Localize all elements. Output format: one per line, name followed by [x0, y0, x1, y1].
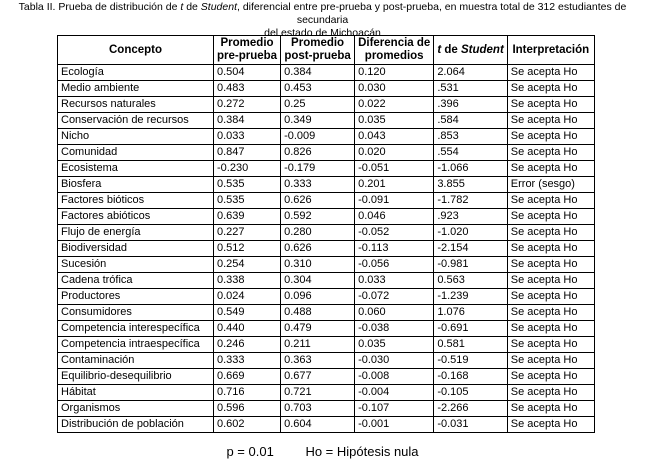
cell-concepto: Factores bióticos [58, 193, 214, 209]
cell-pre: 0.338 [214, 273, 281, 289]
cell-t: -1.782 [434, 193, 507, 209]
cell-diff: 0.043 [355, 129, 434, 145]
cell-t: -0.519 [434, 353, 507, 369]
significance-note: p = 0.01 [226, 444, 274, 459]
header-pre [214, 36, 281, 65]
cell-t: -1.020 [434, 225, 507, 241]
cell-concepto: Biosfera [58, 177, 214, 193]
cell-t: -2.154 [434, 241, 507, 257]
cell-diff: -0.030 [355, 353, 434, 369]
caption-text: Tabla II. Prueba de distribución de [18, 1, 181, 13]
cell-concepto: Ecosistema [58, 161, 214, 177]
cell-t: .554 [434, 145, 507, 161]
cell-interpretacion: Se acepta Ho [507, 209, 594, 225]
cell-diff: -0.038 [355, 321, 434, 337]
cell-t: -1.239 [434, 289, 507, 305]
header-t-student [434, 36, 507, 65]
table-row [58, 385, 595, 401]
cell-pre: 0.669 [214, 369, 281, 385]
cell-concepto: Contaminación [58, 353, 214, 369]
cell-diff: -0.072 [355, 289, 434, 305]
cell-post: 0.349 [281, 113, 355, 129]
cell-t: .531 [434, 81, 507, 97]
cell-post: 0.333 [281, 177, 355, 193]
cell-post: 0.488 [281, 305, 355, 321]
cell-interpretacion: Se acepta Ho [507, 81, 594, 97]
cell-interpretacion: Se acepta Ho [507, 257, 594, 273]
cell-post: 0.703 [281, 401, 355, 417]
cell-t: -0.981 [434, 257, 507, 273]
cell-t: .584 [434, 113, 507, 129]
cell-pre: 0.596 [214, 401, 281, 417]
table-row [58, 353, 595, 369]
cell-pre: 0.535 [214, 177, 281, 193]
cell-diff: 0.060 [355, 305, 434, 321]
cell-concepto: Productores [58, 289, 214, 305]
cell-diff: -0.113 [355, 241, 434, 257]
ho-note: Ho = Hipótesis nula [305, 444, 419, 459]
caption-line-1 [0, 1, 645, 27]
table-row [58, 177, 595, 193]
cell-post: 0.479 [281, 321, 355, 337]
cell-concepto: Consumidores [58, 305, 214, 321]
cell-diff: 0.120 [355, 65, 434, 81]
cell-interpretacion: Se acepta Ho [507, 97, 594, 113]
table-row [58, 337, 595, 353]
table-row [58, 401, 595, 417]
caption-text: , diferencial entre pre-prueba y post-prueba, en muestra total de 312 estudiantes de secundaria [237, 1, 627, 26]
header-text: Student [460, 43, 504, 56]
cell-diff: -0.008 [355, 369, 434, 385]
table-row [58, 65, 595, 81]
cell-interpretacion: Se acepta Ho [507, 65, 594, 81]
cell-t: -0.168 [434, 369, 507, 385]
cell-t: .396 [434, 97, 507, 113]
cell-pre: 0.033 [214, 129, 281, 145]
cell-post: 0.453 [281, 81, 355, 97]
cell-t: -0.105 [434, 385, 507, 401]
cell-post: 0.626 [281, 193, 355, 209]
cell-diff: 0.035 [355, 113, 434, 129]
header-text: t [437, 43, 442, 56]
cell-pre: 0.549 [214, 305, 281, 321]
cell-concepto: Organismos [58, 401, 214, 417]
cell-diff: -0.001 [355, 417, 434, 433]
header-row [58, 36, 595, 65]
results-table [57, 35, 595, 433]
table-row [58, 225, 595, 241]
cell-diff: 0.022 [355, 97, 434, 113]
cell-concepto: Ecología [58, 65, 214, 81]
cell-t: -0.031 [434, 417, 507, 433]
cell-diff: 0.033 [355, 273, 434, 289]
cell-pre: 0.535 [214, 193, 281, 209]
table-footer [0, 444, 645, 459]
cell-concepto: Equilibrio-desequilibrio [58, 369, 214, 385]
cell-post: 0.604 [281, 417, 355, 433]
cell-pre: 0.483 [214, 81, 281, 97]
cell-t: .853 [434, 129, 507, 145]
cell-pre: -0.230 [214, 161, 281, 177]
cell-post: 0.211 [281, 337, 355, 353]
cell-diff: -0.091 [355, 193, 434, 209]
header-text: Promedio [220, 37, 274, 49]
table-row [58, 97, 595, 113]
cell-interpretacion: Se acepta Ho [507, 129, 594, 145]
table-row [58, 193, 595, 209]
cell-pre: 0.602 [214, 417, 281, 433]
cell-diff: -0.052 [355, 225, 434, 241]
header-text: Promedio [291, 37, 345, 49]
cell-diff: 0.020 [355, 145, 434, 161]
cell-concepto: Hábitat [58, 385, 214, 401]
cell-t: -1.066 [434, 161, 507, 177]
cell-interpretacion: Se acepta Ho [507, 193, 594, 209]
cell-t: 3.855 [434, 177, 507, 193]
cell-interpretacion: Se acepta Ho [507, 289, 594, 305]
cell-interpretacion: Se acepta Ho [507, 385, 594, 401]
cell-t: -2.266 [434, 401, 507, 417]
cell-interpretacion: Se acepta Ho [507, 225, 594, 241]
header-diff [355, 36, 434, 65]
cell-concepto: Medio ambiente [58, 81, 214, 97]
cell-t: 1.076 [434, 305, 507, 321]
table-row [58, 417, 595, 433]
cell-post: -0.009 [281, 129, 355, 145]
cell-t: 0.581 [434, 337, 507, 353]
cell-t: .923 [434, 209, 507, 225]
cell-t: 0.563 [434, 273, 507, 289]
cell-post: 0.626 [281, 241, 355, 257]
cell-interpretacion: Se acepta Ho [507, 161, 594, 177]
cell-diff: 0.046 [355, 209, 434, 225]
caption-text: de [183, 1, 201, 13]
cell-interpretacion: Error (sesgo) [507, 177, 594, 193]
caption-t: t [180, 1, 184, 13]
caption-student: Student [200, 1, 237, 13]
table-row [58, 305, 595, 321]
cell-t: 2.064 [434, 65, 507, 81]
table-row [58, 369, 595, 385]
cell-interpretacion: Se acepta Ho [507, 401, 594, 417]
cell-concepto: Flujo de energía [58, 225, 214, 241]
cell-pre: 0.504 [214, 65, 281, 81]
cell-diff: 0.030 [355, 81, 434, 97]
cell-concepto: Distribución de población [58, 417, 214, 433]
table-row [58, 209, 595, 225]
cell-t: -0.691 [434, 321, 507, 337]
cell-post: 0.592 [281, 209, 355, 225]
header-text: Diferencia de [358, 37, 431, 49]
header-text: promedios [364, 50, 424, 62]
header-text: post-prueba [284, 50, 351, 62]
cell-pre: 0.512 [214, 241, 281, 257]
cell-pre: 0.254 [214, 257, 281, 273]
table-row [58, 273, 595, 289]
cell-interpretacion: Se acepta Ho [507, 305, 594, 321]
cell-concepto: Competencia intraespecífica [58, 337, 214, 353]
cell-post: -0.179 [281, 161, 355, 177]
cell-post: 0.384 [281, 65, 355, 81]
cell-interpretacion: Se acepta Ho [507, 241, 594, 257]
cell-diff: -0.107 [355, 401, 434, 417]
cell-concepto: Conservación de recursos [58, 113, 214, 129]
cell-pre: 0.333 [214, 353, 281, 369]
header-text: pre-prueba [217, 50, 278, 62]
table-row [58, 81, 595, 97]
cell-post: 0.096 [281, 289, 355, 305]
cell-interpretacion: Se acepta Ho [507, 417, 594, 433]
cell-post: 0.304 [281, 273, 355, 289]
table-row [58, 129, 595, 145]
cell-pre: 0.440 [214, 321, 281, 337]
cell-post: 0.721 [281, 385, 355, 401]
table-row [58, 321, 595, 337]
header-interpretacion: Interpretación [507, 36, 594, 65]
cell-concepto: Cadena trófica [58, 273, 214, 289]
cell-pre: 0.384 [214, 113, 281, 129]
cell-pre: 0.272 [214, 97, 281, 113]
table-body [58, 65, 595, 433]
header-concepto: Concepto [58, 36, 214, 65]
cell-diff: 0.035 [355, 337, 434, 353]
cell-pre: 0.716 [214, 385, 281, 401]
cell-diff: -0.051 [355, 161, 434, 177]
cell-post: 0.826 [281, 145, 355, 161]
cell-pre: 0.246 [214, 337, 281, 353]
cell-post: 0.280 [281, 225, 355, 241]
table-row [58, 145, 595, 161]
cell-interpretacion: Se acepta Ho [507, 113, 594, 129]
cell-post: 0.363 [281, 353, 355, 369]
header-text: de [441, 43, 461, 56]
cell-pre: 0.024 [214, 289, 281, 305]
table-row [58, 257, 595, 273]
cell-diff: -0.004 [355, 385, 434, 401]
table-row [58, 161, 595, 177]
cell-concepto: Biodiversidad [58, 241, 214, 257]
cell-concepto: Nicho [58, 129, 214, 145]
table-row [58, 289, 595, 305]
cell-interpretacion: Se acepta Ho [507, 273, 594, 289]
cell-interpretacion: Se acepta Ho [507, 145, 594, 161]
cell-interpretacion: Se acepta Ho [507, 353, 594, 369]
cell-interpretacion: Se acepta Ho [507, 369, 594, 385]
header-post [281, 36, 355, 65]
cell-post: 0.310 [281, 257, 355, 273]
table-row [58, 113, 595, 129]
table-row [58, 241, 595, 257]
cell-diff: -0.056 [355, 257, 434, 273]
cell-pre: 0.847 [214, 145, 281, 161]
cell-pre: 0.227 [214, 225, 281, 241]
cell-diff: 0.201 [355, 177, 434, 193]
cell-interpretacion: Se acepta Ho [507, 321, 594, 337]
cell-post: 0.677 [281, 369, 355, 385]
caption-line-2: del estado de Michoacán [264, 27, 381, 39]
cell-concepto: Comunidad [58, 145, 214, 161]
cell-concepto: Factores abióticos [58, 209, 214, 225]
cell-pre: 0.639 [214, 209, 281, 225]
cell-concepto: Recursos naturales [58, 97, 214, 113]
cell-interpretacion: Se acepta Ho [507, 337, 594, 353]
cell-concepto: Sucesión [58, 257, 214, 273]
cell-concepto: Competencia interespecífica [58, 321, 214, 337]
cell-post: 0.25 [281, 97, 355, 113]
